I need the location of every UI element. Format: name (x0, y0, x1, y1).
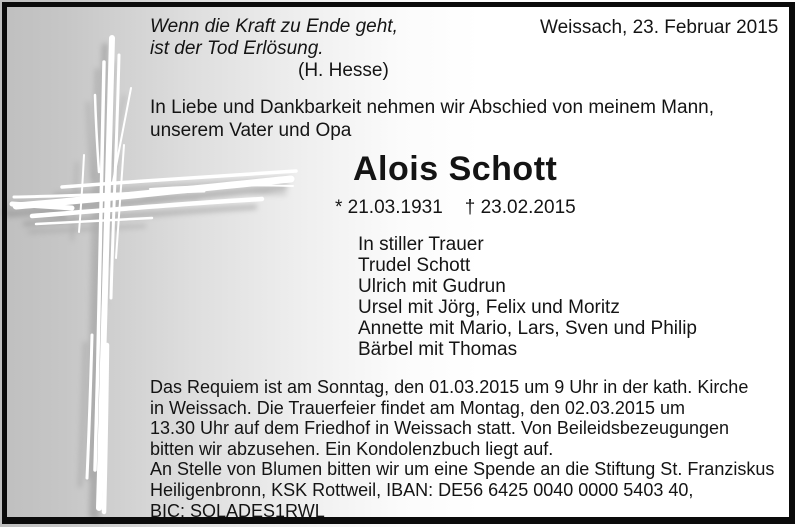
quote-attribution: (H. Hesse) (298, 60, 389, 81)
funeral-info-line: in Weissach. Die Trauerfeier findet am Montag, den 02.03.2015 um (150, 397, 685, 418)
mourner-name: Annette mit Mario, Lars, Sven und Philip (358, 318, 698, 339)
birth-date: * 21.03.1931 (335, 197, 443, 218)
dateline: Weissach, 23. Februar 2015 (540, 17, 779, 38)
death-date: † 23.02.2015 (464, 197, 576, 218)
mourner-name: Ulrich mit Gudrun (358, 276, 506, 297)
funeral-info-line: Das Requiem ist am Sonntag, den 01.03.2015 um 9 Uhr in der kath. Kirche (150, 377, 749, 397)
mourner-name: Ursel mit Jörg, Felix und Moritz (358, 297, 620, 318)
mourners-list (358, 255, 697, 360)
funeral-info-line: BIC: SOLADES1RWL (150, 500, 325, 521)
mourner-name: Trudel Schott (358, 255, 471, 276)
intro-line: In Liebe und Dankbarkeit nehmen wir Abschied von meinem Mann, (150, 97, 714, 118)
quote-line: Wenn die Kraft zu Ende geht, (150, 16, 398, 37)
quote-block (150, 16, 398, 82)
life-dates (335, 197, 576, 219)
quote-line: ist der Tod Erlösung. (150, 38, 324, 59)
mourners-title: In stiller Trauer (358, 234, 484, 255)
funeral-info-line: 13.30 Uhr auf dem Friedhof in Weissach statt. Von Beileidsbezeugungen (150, 418, 730, 439)
funeral-info-line: Heiligenbronn, KSK Rottweil, IBAN: DE56 6425 0040 0000 5403 40, (150, 479, 694, 500)
funeral-info-block (150, 377, 774, 521)
funeral-info-line: bitten wir abzusehen. Ein Kondolenzbuch liegt auf. (150, 438, 554, 459)
funeral-info-line: An Stelle von Blumen bitten wir um eine Spende an die Stiftung St. Franziskus (150, 459, 775, 480)
intro-line: unserem Vater und Opa (150, 120, 352, 141)
mourners-block (358, 234, 697, 360)
mourner-name: Bärbel mit Thomas (358, 339, 518, 360)
deceased-name: Alois Schott (353, 150, 558, 188)
intro-block (150, 96, 714, 142)
